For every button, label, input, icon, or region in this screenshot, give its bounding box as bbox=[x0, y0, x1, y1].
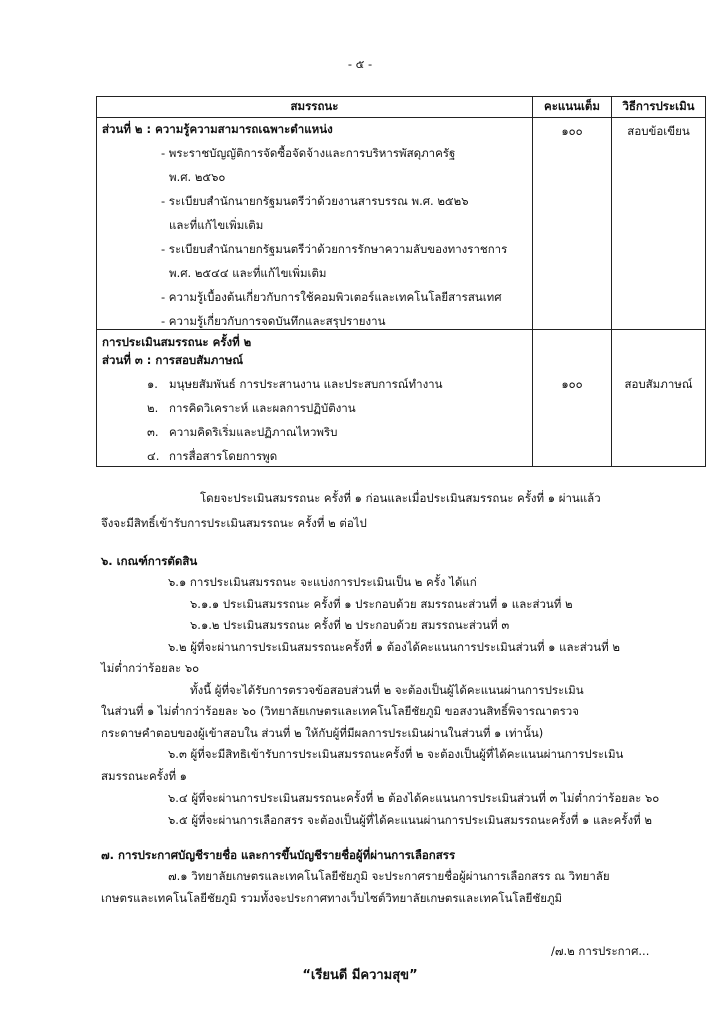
assessment-2-heading: การประเมินสมรรถนะ ครั้งที่ ๒ bbox=[102, 335, 252, 349]
paragraph-7-1-cont: เกษตรและเทคโนโลยีชัยภูมิ รวมทั้งจะประกาศทางเว็บไซต์วิทยาลัยเกษตรและเทคโนโลยีชัยภูมิ bbox=[101, 891, 563, 905]
paragraph-6-1-1: ๖.๑.๑ ประเมินสมรรถนะ ครั้งที่ ๑ ประกอบด้วย สมรรถนะส่วนที่ ๑ และส่วนที่ ๒ bbox=[190, 597, 573, 611]
list-item-number: ๒. bbox=[147, 401, 159, 415]
slogan: “เรียนดี มีความสุข” bbox=[302, 968, 418, 983]
continuation-note: /๗.๒ การประกาศ... bbox=[551, 944, 650, 958]
header-method: วิธีการประเมิน bbox=[612, 97, 706, 118]
paragraph-6-3-cont: สมรรถนะครั้งที่ ๑ bbox=[101, 769, 187, 783]
list-item: และที่แก้ไขเพิ่มเติม bbox=[169, 218, 264, 232]
section-2-title: ส่วนที่ ๒ : ความรู้ความสามารถเฉพาะตำแหน่ง bbox=[102, 122, 333, 136]
list-item: - ความรู้เกี่ยวกับการจดบันทึกและสรุปรายงาน bbox=[161, 314, 386, 328]
list-item: ความคิดริเริ่มและปฏิภาณไหวพริบ bbox=[169, 425, 338, 439]
table-row bbox=[97, 330, 706, 467]
paragraph-6-4: ๖.๔ ผู้ที่จะผ่านการประเมินสมรรถนะครั้งที่ ๒ ต้องได้คะแนนการประเมินส่วนที่ ๓ ไม่ต่ำกว่าร้อยละ ๖๐ bbox=[168, 791, 660, 805]
paragraph-6-2-note-cont: ในส่วนที่ ๑ ไม่ต่ำกว่าร้อยละ ๖๐ (วิทยาลัยเกษตรและเทคโนโลยีชัยภูมิ ขอสงวนสิทธิ์พิจารณาตรวจ bbox=[101, 704, 579, 718]
list-item: - ระเบียบสำนักนายกรัฐมนตรีว่าด้วยการรักษาความลับของทางราชการ bbox=[161, 242, 508, 256]
section-3-title: ส่วนที่ ๓ : การสอบสัมภาษณ์ bbox=[102, 353, 244, 367]
table-header-row bbox=[97, 97, 706, 118]
row1-content bbox=[97, 118, 532, 329]
list-item: - ระเบียบสำนักนายกรัฐมนตรีว่าด้วยงานสารบรรณ พ.ศ. ๒๕๒๖ bbox=[161, 194, 469, 208]
section-7-heading: ๗. การประกาศบัญชีรายชื่อ และการขึ้นบัญชีรายชื่อผู้ที่ผ่านการเลือกสรร bbox=[101, 848, 456, 862]
competency-table bbox=[96, 96, 706, 467]
row2-content bbox=[97, 330, 532, 466]
row2-method: สอบสัมภาษณ์ bbox=[624, 377, 693, 391]
intro-line-2: จึงจะมีสิทธิ์เข้ารับการประเมินสมรรถนะ ครั้งที่ ๒ ต่อไป bbox=[101, 516, 367, 530]
list-item: - ความรู้เบื้องต้นเกี่ยวกับการใช้คอมพิวเตอร์และเทคโนโลยีสารสนเทศ bbox=[161, 290, 502, 304]
paragraph-6-1-2: ๖.๑.๒ ประเมินสมรรถนะ ครั้งที่ ๒ ประกอบด้วย สมรรถนะส่วนที่ ๓ bbox=[190, 618, 510, 632]
header-competency: สมรรถนะ bbox=[97, 97, 533, 118]
list-item: การคิดวิเคราะห์ และผลการปฏิบัติงาน bbox=[169, 401, 356, 415]
header-full-score: คะแนนเต็ม bbox=[533, 97, 612, 118]
intro-line-1: โดยจะประเมินสมรรถนะ ครั้งที่ ๑ ก่อนและเมื่อประเมินสมรรถนะ ครั้งที่ ๑ ผ่านแล้ว bbox=[200, 491, 601, 505]
row1-score: ๑๐๐ bbox=[561, 124, 583, 138]
list-item-number: ๑. bbox=[147, 377, 158, 391]
paragraph-6-2-note: ทั้งนี้ ผู้ที่จะได้รับการตรวจข้อสอบส่วนที่ ๒ จะต้องเป็นผู้ได้คะแนนผ่านการประเมิน bbox=[190, 683, 584, 697]
list-item: - พระราชบัญญัติการจัดซื้อจัดจ้างและการบริหารพัสดุภาครัฐ bbox=[161, 146, 456, 160]
paragraph-6-5: ๖.๕ ผู้ที่จะผ่านการเลือกสรร จะต้องเป็นผู้ที่ได้คะแนนผ่านการประเมินสมรรถนะครั้งที่ ๑ และครั้งที่ ๒ bbox=[168, 813, 652, 827]
paragraph-6-2: ๖.๒ ผู้ที่จะผ่านการประเมินสมรรถนะครั้งที่ ๑ ต้องได้คะแนนการประเมินส่วนที่ ๑ และส่วนที่ ๒ bbox=[168, 640, 620, 654]
list-item: พ.ศ. ๒๕๔๔ และที่แก้ไขเพิ่มเติม bbox=[169, 266, 327, 280]
list-item: มนุษยสัมพันธ์ การประสานงาน และประสบการณ์ทำงาน bbox=[169, 377, 443, 391]
paragraph-6-3: ๖.๓ ผู้ที่จะมีสิทธิเข้ารับการประเมินสมรรถนะครั้งที่ ๒ จะต้องเป็นผู้ที่ได้คะแนนผ่านการประเมิน bbox=[168, 747, 624, 761]
table-row bbox=[97, 118, 706, 330]
page-number: - ๕ - bbox=[347, 57, 373, 71]
paragraph-6-2-cont: ไม่ต่ำกว่าร้อยละ ๖๐ bbox=[101, 661, 200, 675]
list-item: การสื่อสารโดยการพูด bbox=[169, 449, 278, 463]
list-item-number: ๓. bbox=[147, 425, 159, 439]
paragraph-6-1: ๖.๑ การประเมินสมรรถนะ จะแบ่งการประเมินเป็น ๒ ครั้ง ได้แก่ bbox=[168, 575, 477, 589]
list-item: พ.ศ. ๒๕๖๐ bbox=[169, 170, 226, 184]
row2-score: ๑๐๐ bbox=[561, 377, 583, 391]
paragraph-6-2-note-cont: กระดาษคำตอบของผู้เข้าสอบใน ส่วนที่ ๒ ให้กับผู้ที่มีผลการประเมินผ่านในส่วนที่ ๑ เท่านั้น) bbox=[101, 726, 544, 740]
section-6-heading: ๖. เกณฑ์การตัดสิน bbox=[101, 554, 198, 568]
list-item-number: ๔. bbox=[147, 449, 160, 463]
paragraph-7-1: ๗.๑ วิทยาลัยเกษตรและเทคโนโลยีชัยภูมิ จะประกาศรายชื่อผู้ผ่านการเลือกสรร ณ วิทยาลัย bbox=[168, 869, 610, 883]
row1-method: สอบข้อเขียน bbox=[627, 124, 690, 138]
